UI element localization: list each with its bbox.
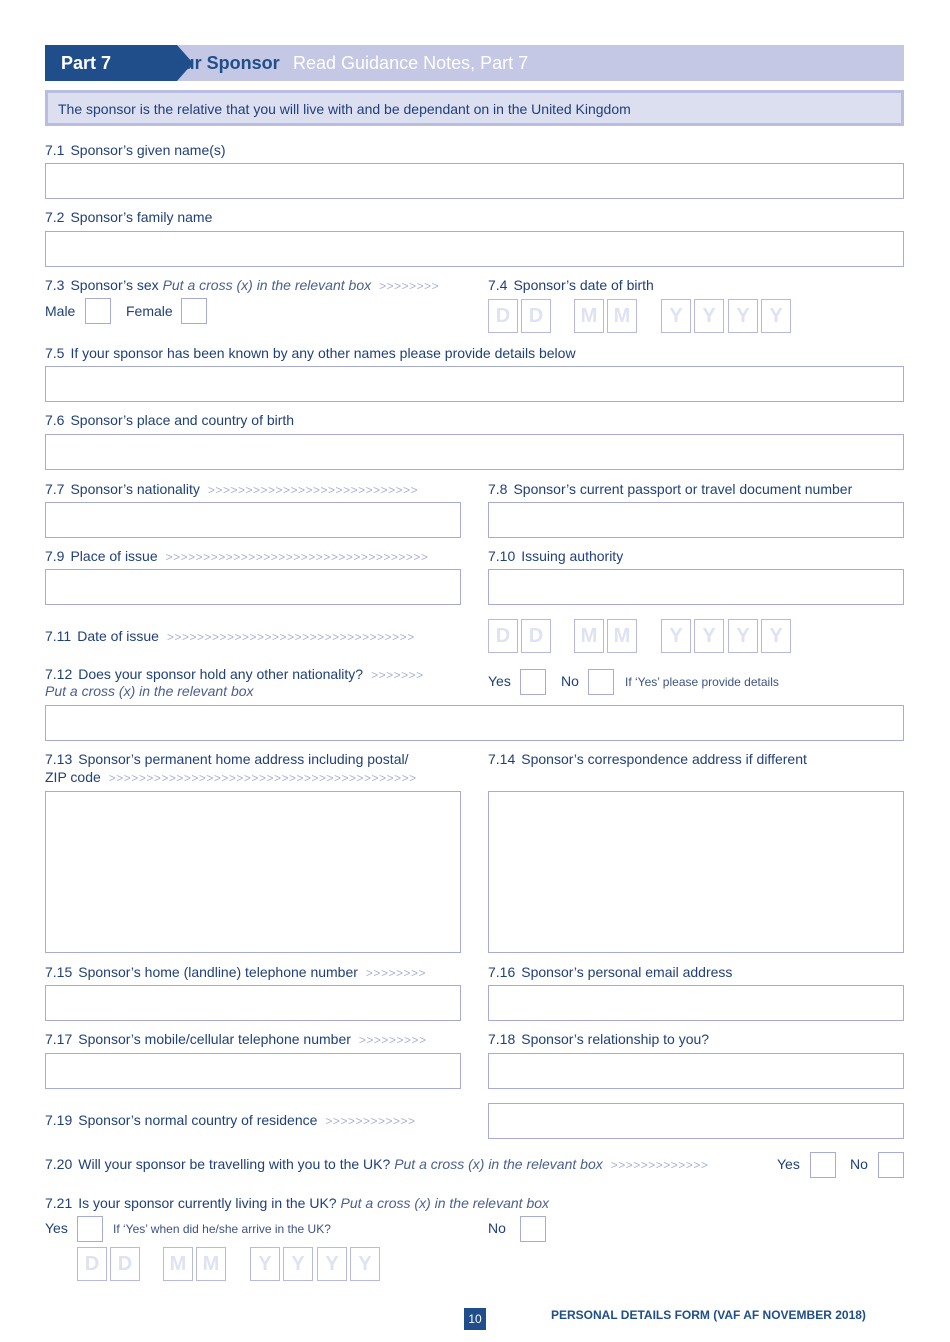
date-digit-box[interactable]: Y — [317, 1247, 347, 1281]
male-label: Male — [45, 303, 76, 319]
correspondence-address-field[interactable] — [488, 791, 904, 953]
q7-8-label: 7.8 Sponsor’s current passport or travel document number — [488, 481, 853, 497]
q7-21-label: 7.21 Is your sponsor currently living in the UK? Put a cross (x) in the relevant box — [45, 1195, 550, 1211]
date-digit-box[interactable]: M — [196, 1247, 226, 1281]
page-number: 10 — [468, 1312, 482, 1326]
travelling-no-label: No — [850, 1156, 868, 1172]
date-digit-box[interactable]: Y — [661, 619, 691, 653]
date-digit-box[interactable]: D — [521, 619, 551, 653]
date-digit-box[interactable]: M — [574, 299, 604, 333]
date-digit-box[interactable]: D — [488, 619, 518, 653]
date-digit-box[interactable]: Y — [661, 299, 691, 333]
other-nationality-no-checkbox[interactable] — [588, 669, 614, 695]
date-digit-box[interactable]: Y — [728, 299, 758, 333]
date-digit-box[interactable]: M — [163, 1247, 193, 1281]
date-digit-box[interactable]: M — [607, 299, 637, 333]
q7-11-label: 7.11 Date of issue >>>>>>>>>>>>>>>>>>>>>>>>>>>>>>>>> — [45, 628, 415, 644]
section-title: Your Sponsor — [162, 53, 280, 73]
email-field[interactable] — [488, 985, 904, 1021]
q7-15-label: 7.15 Sponsor’s home (landline) telephone number >>>>>>>> — [45, 964, 426, 980]
living-uk-yes-checkbox[interactable] — [77, 1216, 103, 1242]
female-checkbox[interactable] — [181, 298, 207, 324]
form-title: PERSONAL DETAILS FORM (VAF AF NOVEMBER 2018) — [551, 1308, 866, 1322]
date-digit-box[interactable]: Y — [728, 619, 758, 653]
country-of-residence-field[interactable] — [488, 1103, 904, 1139]
date-digit-box[interactable]: M — [607, 619, 637, 653]
q7-13-label-line2: ZIP code >>>>>>>>>>>>>>>>>>>>>>>>>>>>>>>>>>>>>>>>> — [45, 769, 417, 785]
q7-14-label: 7.14 Sponsor’s correspondence address if different — [488, 751, 807, 767]
date-digit-box[interactable]: Y — [350, 1247, 380, 1281]
male-checkbox[interactable] — [85, 298, 111, 324]
living-uk-yes-label: Yes — [45, 1220, 68, 1236]
other-nationality-note: If ‘Yes’ please provide details — [625, 675, 779, 689]
intro-box — [45, 90, 904, 126]
date-digit-box[interactable]: M — [574, 619, 604, 653]
q7-17-label: 7.17 Sponsor’s mobile/cellular telephone number >>>>>>>>> — [45, 1031, 427, 1047]
q7-20-label: 7.20 Will your sponsor be travelling with you to the UK? Put a cross (x) in the relevant box >>>>>>>>>>>>> — [45, 1156, 709, 1172]
living-uk-no-checkbox[interactable] — [520, 1216, 546, 1242]
issuing-authority-field[interactable] — [488, 569, 904, 605]
q7-7-label: 7.7 Sponsor’s nationality >>>>>>>>>>>>>>>>>>>>>>>>>>>> — [45, 481, 419, 497]
date-digit-box[interactable]: Y — [761, 299, 791, 333]
place-of-issue-field[interactable] — [45, 569, 461, 605]
other-nationality-yes-checkbox[interactable] — [520, 669, 546, 695]
home-address-field[interactable] — [45, 791, 461, 953]
living-uk-note: If ‘Yes’ when did he/she arrive in the UK? — [113, 1222, 331, 1236]
family-name-field[interactable] — [45, 231, 904, 267]
living-uk-no-label: No — [488, 1220, 506, 1236]
date-digit-box[interactable]: Y — [694, 619, 724, 653]
q7-10-label: 7.10 Issuing authority — [488, 548, 624, 564]
part-header — [45, 45, 904, 81]
date-digit-box[interactable]: Y — [694, 299, 724, 333]
other-nationality-yes-label: Yes — [488, 673, 511, 689]
q7-2-label: 7.2 Sponsor’s family name — [45, 209, 213, 225]
female-label: Female — [126, 303, 173, 319]
date-digit-box[interactable]: Y — [250, 1247, 280, 1281]
mobile-phone-field[interactable] — [45, 1053, 461, 1089]
q7-6-label: 7.6 Sponsor’s place and country of birth — [45, 412, 295, 428]
guidance-note: Read Guidance Notes, Part 7 — [293, 53, 529, 73]
date-digit-box[interactable]: D — [521, 299, 551, 333]
intro-text: The sponsor is the relative that you will live with and be dependant on in the United Kingdom — [58, 101, 631, 117]
date-digit-box[interactable]: D — [488, 299, 518, 333]
q7-19-label: 7.19 Sponsor’s normal country of residence >>>>>>>>>>>> — [45, 1112, 416, 1128]
place-of-birth-field[interactable] — [45, 434, 904, 470]
date-digit-box[interactable]: D — [77, 1247, 107, 1281]
q7-12-label: 7.12 Does your sponsor hold any other nationality? >>>>>>> — [45, 666, 424, 682]
travelling-yes-checkbox[interactable] — [810, 1152, 836, 1178]
date-digit-box[interactable]: D — [110, 1247, 140, 1281]
passport-number-field[interactable] — [488, 502, 904, 538]
q7-13-label: 7.13 Sponsor’s permanent home address including postal/ — [45, 751, 409, 767]
nationality-field[interactable] — [45, 502, 461, 538]
page-number-badge — [464, 1308, 486, 1330]
given-names-field[interactable] — [45, 163, 904, 199]
other-nationality-details-field[interactable] — [45, 705, 904, 741]
q7-3-label: 7.3 Sponsor’s sex Put a cross (x) in the relevant box >>>>>>>> — [45, 277, 440, 293]
date-digit-box[interactable]: Y — [283, 1247, 313, 1281]
q7-16-label: 7.16 Sponsor’s personal email address — [488, 964, 733, 980]
q7-12-instruction: Put a cross (x) in the relevant box — [45, 683, 254, 699]
date-digit-box[interactable]: Y — [761, 619, 791, 653]
q7-1-label: 7.1 Sponsor’s given name(s) — [45, 142, 226, 158]
q7-9-label: 7.9 Place of issue >>>>>>>>>>>>>>>>>>>>>>>>>>>>>>>>>>> — [45, 548, 429, 564]
q7-4-label: 7.4 Sponsor’s date of birth — [488, 277, 654, 293]
landline-phone-field[interactable] — [45, 985, 461, 1021]
other-names-field[interactable] — [45, 366, 904, 402]
q7-5-label: 7.5 If your sponsor has been known by any other names please provide details below — [45, 345, 576, 361]
relationship-field[interactable] — [488, 1053, 904, 1089]
part-number: Part 7 — [61, 53, 112, 73]
travelling-yes-label: Yes — [777, 1156, 800, 1172]
travelling-no-checkbox[interactable] — [878, 1152, 904, 1178]
q7-18-label: 7.18 Sponsor’s relationship to you? — [488, 1031, 710, 1047]
other-nationality-no-label: No — [561, 673, 579, 689]
